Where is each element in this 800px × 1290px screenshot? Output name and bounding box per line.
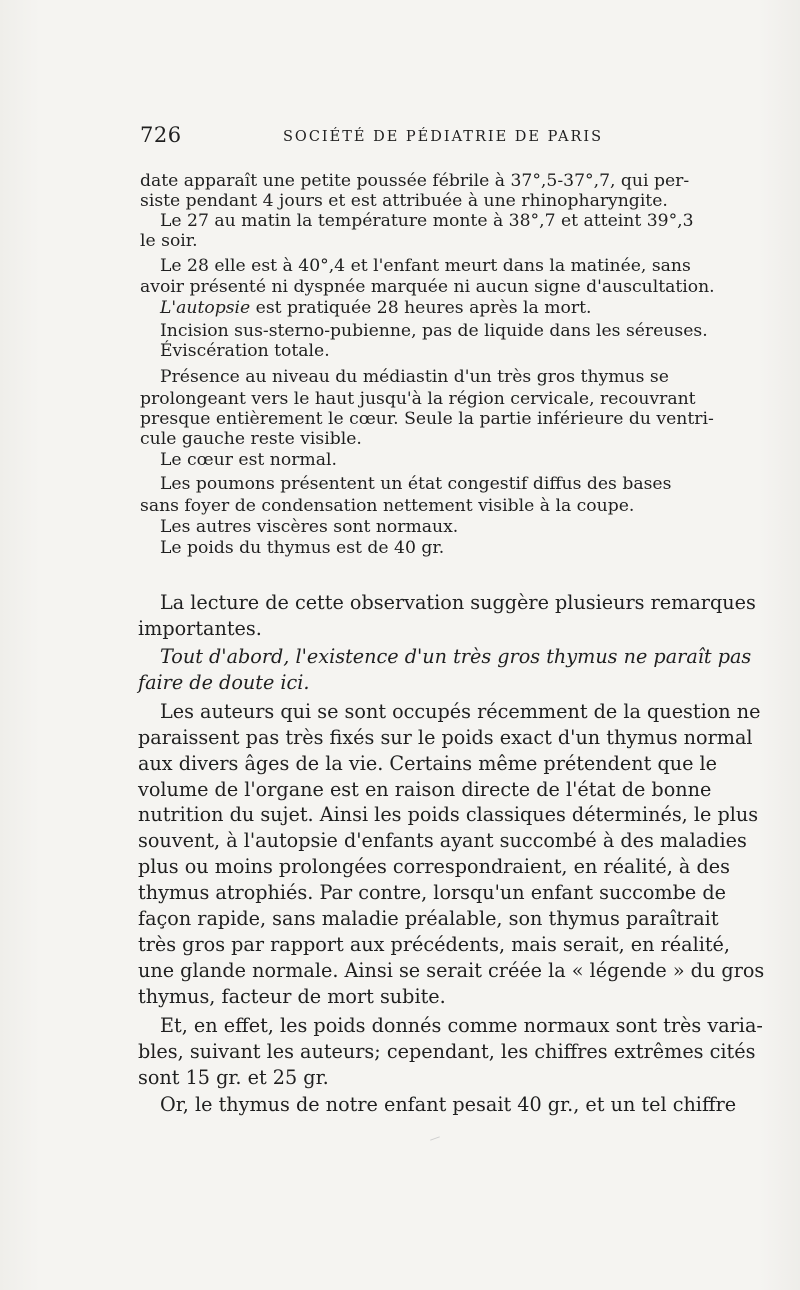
text-line: très gros par rapport aux précédents, mais serait, en réalité, (138, 933, 731, 956)
text-line: Présence au niveau du médiastin d'un très gros thymus se (160, 367, 669, 387)
text-line: plus ou moins prolongées correspondraient, en réalité, à des (138, 855, 730, 878)
text-line: importantes. (138, 617, 262, 640)
italic-term: L'autopsie (160, 298, 251, 318)
text-line: bles, suivant les auteurs; cependant, les chiffres extrêmes cités (138, 1040, 756, 1063)
text-line: volume de l'organe est en raison directe de l'état de bonne (138, 778, 712, 801)
page-header (140, 123, 740, 149)
text-line: une glande normale. Ainsi se serait créée la « légende » du gros (138, 959, 765, 982)
text-line: Le poids du thymus est de 40 gr. (160, 538, 445, 558)
text-line: thymus atrophiés. Par contre, lorsqu'un enfant succombe de (138, 881, 726, 904)
text-line: façon rapide, sans maladie préalable, son thymus paraîtrait (138, 907, 719, 930)
text-line: Incision sus-sterno-pubienne, pas de liquide dans les séreuses. (160, 321, 708, 341)
text-line: thymus, facteur de mort subite. (138, 985, 446, 1008)
text-line: siste pendant 4 jours et est attribuée à une rhinopharyngite. (140, 191, 668, 211)
text-line: Les poumons présentent un état congestif diffus des bases (160, 474, 672, 494)
text-line: prolongeant vers le haut jusqu'à la région cervicale, recouvrant (140, 389, 696, 409)
text-line: Tout d'abord, l'existence d'un très gros thymus ne paraît pas (160, 645, 752, 668)
text-line: sans foyer de condensation nettement visible à la coupe. (140, 496, 635, 516)
text-line: Éviscération totale. (160, 341, 330, 361)
text-line: Le 28 elle est à 40°,4 et l'enfant meurt dans la matinée, sans (160, 256, 691, 276)
text-line: Les autres viscères sont normaux. (160, 517, 459, 537)
text-line: La lecture de cette observation suggère plusieurs remarques (160, 591, 756, 614)
text-line: presque entièrement le cœur. Seule la partie inférieure du ventri- (140, 409, 714, 429)
text-fragment: est pratiquée 28 heures après la mort. (250, 298, 592, 318)
paper-speck (430, 1136, 440, 1140)
text-line: Et, en effet, les poids donnés comme normaux sont très varia- (160, 1014, 763, 1037)
text-line: Or, le thymus de notre enfant pesait 40 gr., et un tel chiffre (160, 1093, 737, 1116)
text-line: Les auteurs qui se sont occupés récemment de la question ne (160, 700, 761, 723)
page-number: 726 (140, 123, 182, 147)
text-line: souvent, à l'autopsie d'enfants ayant succombé à des maladies (138, 829, 747, 852)
text-line: avoir présenté ni dyspnée marquée ni aucun signe d'auscultation. (140, 277, 715, 297)
text-line: nutrition du sujet. Ainsi les poids classiques déterminés, le plus (138, 803, 759, 826)
text-line: faire de doute ici. (138, 671, 310, 694)
text-line (160, 297, 591, 319)
text-line: Le cœur est normal. (160, 450, 337, 470)
text-line: paraissent pas très fixés sur le poids exact d'un thymus normal (138, 726, 753, 749)
text-line: Le 27 au matin la température monte à 38°,7 et atteint 39°,3 (160, 211, 694, 231)
text-line: cule gauche reste visible. (140, 429, 362, 449)
running-title: SOCIÉTÉ DE PÉDIATRIE DE PARIS (283, 129, 604, 145)
text-line: le soir. (140, 231, 198, 251)
text-line: aux divers âges de la vie. Certains même prétendent que le (138, 752, 718, 775)
text-line: sont 15 gr. et 25 gr. (138, 1066, 329, 1089)
text-line: date apparaît une petite poussée fébrile à 37°,5-37°,7, qui per- (140, 171, 690, 191)
